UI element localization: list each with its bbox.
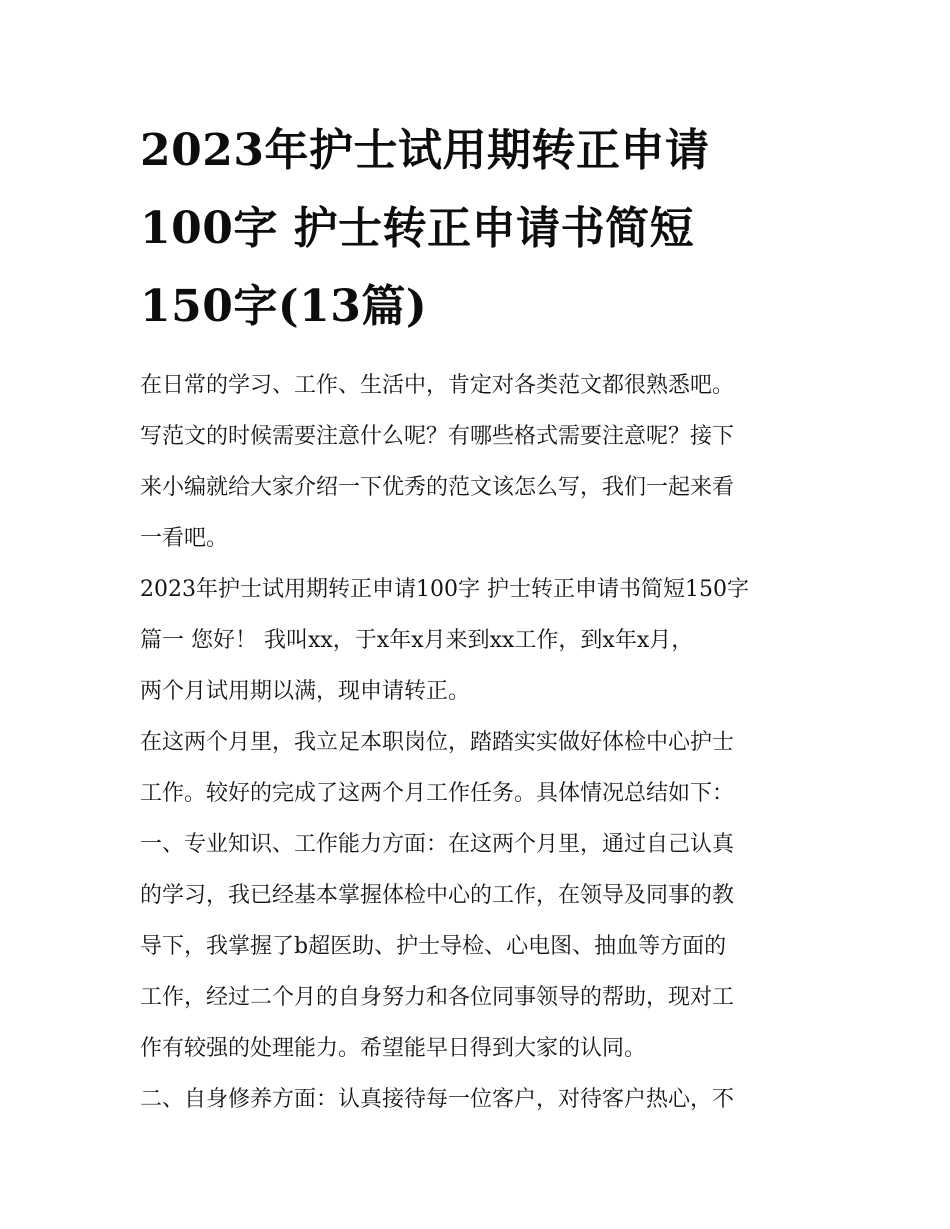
body-paragraph [140,1074,812,1125]
text-line: 写范文的时候需要注意什么呢？有哪些格式需要注意呢？接下 [140,424,735,449]
text-line: 在这两个月里，我立足本职岗位，踏踏实实做好体检中心护士 [140,730,735,755]
text-line: 工作，经过二个月的自身努力和各位同事领导的帮助，现对工 [140,985,735,1010]
text-line: 来小编就给大家介绍一下优秀的范文该怎么写，我们一起来看 [140,475,735,500]
text-line: 两个月试用期以满，现申请转正。 [140,679,471,704]
text-line: 在日常的学习、工作、生活中，肯定对各类范文都很熟悉吧。 [140,373,735,398]
document-title [140,112,812,346]
text-line: 作有较强的处理能力。希望能早日得到大家的认同。 [140,1036,647,1061]
text-line: 篇一 您好！ 我叫xx，于x年x月来到xx工作，到x年x月， [140,628,694,653]
title-line: 2023年护士试用期转正申请 [140,125,710,176]
text-line: 的学习，我已经基本掌握体检中心的工作，在领导及同事的教 [140,883,735,908]
document-body [140,360,812,1125]
text-line: 一看吧。 [140,526,229,551]
section-heading-paragraph [140,564,812,717]
text-line: 一、专业知识、工作能力方面：在这两个月里，通过自己认真 [140,832,735,857]
title-line: 150字(13篇) [140,281,428,332]
body-paragraph [140,819,812,1074]
text-line: 导下，我掌握了b超医助、护士导检、心电图、抽血等方面的 [140,934,727,959]
body-paragraph [140,717,812,819]
text-line: 2023年护士试用期转正申请100字 护士转正申请书简短150字 [140,577,749,602]
title-line: 100字 护士转正申请书简短 [140,203,695,254]
text-line: 二、自身修养方面：认真接待每一位客户，对待客户热心，不 [140,1087,735,1112]
text-line: 工作。较好的完成了这两个月工作任务。具体情况总结如下： [140,781,735,806]
document-content [140,112,812,1125]
intro-paragraph [140,360,812,564]
